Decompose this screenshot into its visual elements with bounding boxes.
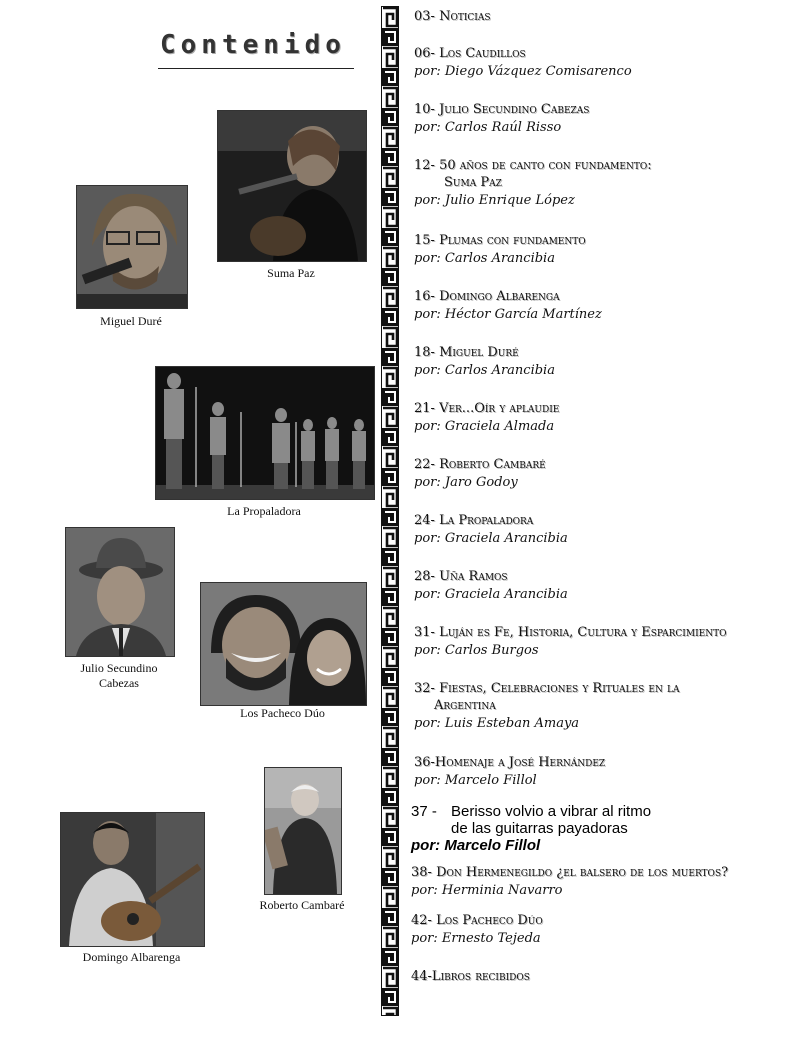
entry-title[interactable]: 28- Uña Ramos xyxy=(414,569,508,584)
miguel-dure-photo xyxy=(76,185,188,309)
entry-ver-oir xyxy=(414,401,559,434)
entry-author: por: Herminia Navarro xyxy=(411,883,563,898)
decorative-border xyxy=(381,6,399,1016)
entry-author: por: Marcelo Fillol xyxy=(414,773,537,788)
entry-title[interactable]: 31- Luján es Fe, Historia, Cultura y Esparcimiento xyxy=(414,625,727,640)
title-underline xyxy=(158,68,354,69)
entry-title[interactable]: 38- Don Hermenegildo ¿el balsero de los muertos? xyxy=(411,865,729,880)
roberto-cambare-photo xyxy=(264,767,342,895)
entry-author: por: Marcelo Fillol xyxy=(411,837,541,854)
entry-author: por: Carlos Arancibia xyxy=(414,251,555,266)
entry-author: por: Carlos Raúl Risso xyxy=(414,120,562,135)
entry-title[interactable]: Berisso volvio a vibrar al ritmo xyxy=(451,803,652,820)
entry-julio-cabezas xyxy=(414,102,589,135)
entry-title[interactable]: 24- La Propaladora xyxy=(414,513,534,528)
entry-title-cont[interactable]: de las guitarras payadoras xyxy=(451,820,628,837)
entry-libros xyxy=(411,969,530,984)
entry-title[interactable]: 32- Fiestas, Celebraciones y Rituales en la xyxy=(414,681,680,696)
caption-domingo-albarenga: Domingo Albarenga xyxy=(82,950,181,964)
entry-author: por: Luis Esteban Amaya xyxy=(414,716,580,731)
entry-albarenga xyxy=(414,289,602,322)
entry-title[interactable]: 10- Julio Secundino Cabezas xyxy=(414,102,590,117)
entry-author: por: Julio Enrique López xyxy=(414,193,575,208)
los-pacheco-duo-photo xyxy=(200,582,367,706)
entry-author: por: Carlos Arancibia xyxy=(414,363,555,378)
caption-suma-paz: Suma Paz xyxy=(267,266,315,280)
entry-author: por: Héctor García Martínez xyxy=(414,307,602,322)
entry-berisso xyxy=(411,803,651,854)
entry-title[interactable]: 03- Noticias xyxy=(414,9,491,24)
entry-author: por: Jaro Godoy xyxy=(414,475,518,490)
entry-hermenegildo xyxy=(411,865,728,898)
caption-la-propaladora: La Propaladora xyxy=(227,504,301,518)
caption-roberto-cambare: Roberto Cambaré xyxy=(259,898,345,912)
entry-title[interactable]: 15- Plumas con fundamento xyxy=(414,233,586,248)
entry-hernandez xyxy=(414,755,605,788)
entry-author: por: Graciela Arancibia xyxy=(414,531,568,546)
entry-title[interactable]: 42- Los Pacheco Dúo xyxy=(411,913,543,928)
entry-noticias xyxy=(414,9,491,24)
entry-caudillos xyxy=(414,46,632,79)
entry-title[interactable]: 12- 50 años de canto con fundamento: xyxy=(414,158,652,173)
julio-cabezas-photo xyxy=(65,527,175,657)
page-title: Contenido xyxy=(160,30,346,60)
entry-number: 37 - xyxy=(411,803,437,820)
entry-title[interactable]: 18- Miguel Duré xyxy=(414,345,519,360)
entry-cambare xyxy=(414,457,546,490)
entry-propaladora xyxy=(414,513,568,546)
entry-pacheco xyxy=(411,913,543,946)
caption-julio-cabezas-1: Julio Secundino xyxy=(80,661,158,675)
entry-una-ramos xyxy=(414,569,568,602)
entry-lujan xyxy=(414,625,726,658)
entry-author: por: Graciela Almada xyxy=(414,419,555,434)
entry-author: por: Diego Vázquez Comisarenco xyxy=(414,64,632,79)
entry-title[interactable]: 44-Libros recibidos xyxy=(411,969,530,984)
suma-paz-photo xyxy=(217,110,367,262)
entry-fiestas xyxy=(414,681,679,731)
la-propaladora-photo xyxy=(155,366,375,500)
entry-title[interactable]: 16- Domingo Albarenga xyxy=(414,289,560,304)
entry-author: por: Graciela Arancibia xyxy=(414,587,568,602)
entry-title[interactable]: 36-Homenaje a José Hernández xyxy=(414,755,606,770)
entry-title-cont[interactable]: Suma Paz xyxy=(444,175,502,190)
caption-pacheco-duo: Los Pacheco Dúo xyxy=(240,706,325,720)
domingo-albarenga-photo xyxy=(60,812,205,947)
entry-miguel-dure xyxy=(414,345,555,378)
entry-title[interactable]: 06- Los Caudillos xyxy=(414,46,526,61)
caption-julio-cabezas-2: Cabezas xyxy=(99,676,139,690)
entry-title-cont[interactable]: Argentina xyxy=(434,698,496,713)
entry-author: por: Carlos Burgos xyxy=(414,643,539,658)
entry-suma-paz xyxy=(414,158,652,208)
entry-title[interactable]: 22- Roberto Cambaré xyxy=(414,457,546,472)
entry-title[interactable]: 21- Ver...Oír y aplaudie xyxy=(414,401,560,416)
entry-author: por: Ernesto Tejeda xyxy=(411,931,541,946)
entry-plumas xyxy=(414,233,586,266)
caption-miguel-dure: Miguel Duré xyxy=(100,314,162,328)
